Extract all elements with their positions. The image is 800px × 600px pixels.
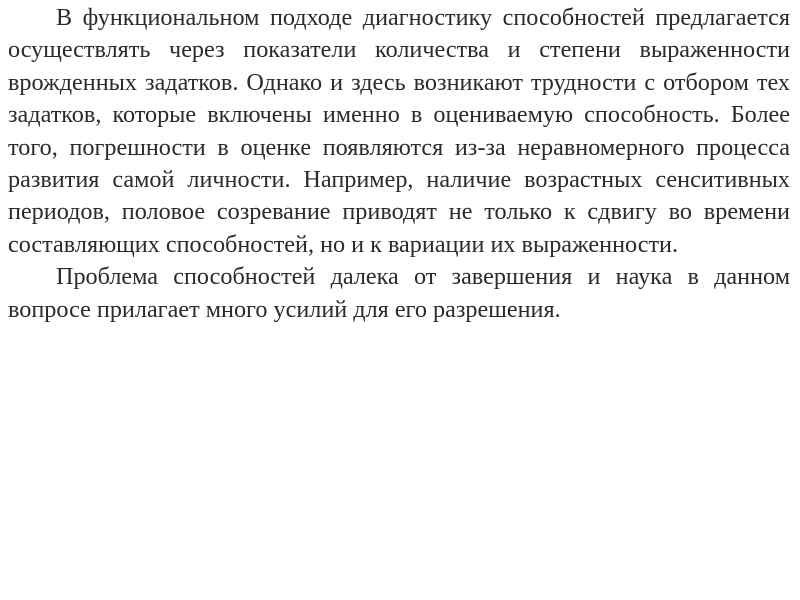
paragraph-functional-approach: В функциональном подходе диагностику способностей предлагается осуществлять через показатели количества и степени выраженности врожденных задатков. Однако и здесь возникают трудности с отбором тех задатков, которые включены именно в оцениваемую способность. Более того, погрешности в оценке появляются из-за неравномерного процесса развития самой личности. Например, наличие возрастных сенситивных периодов, половое созревание приводят не только к сдвигу во времени составляющих способностей, но и к вариации их выраженности. xyxy=(8,4,790,258)
paragraph-problem-of-abilities: Проблема способностей далека от завершения и наука в данном вопросе прилагает много усилий для его разрешения. xyxy=(8,263,790,323)
